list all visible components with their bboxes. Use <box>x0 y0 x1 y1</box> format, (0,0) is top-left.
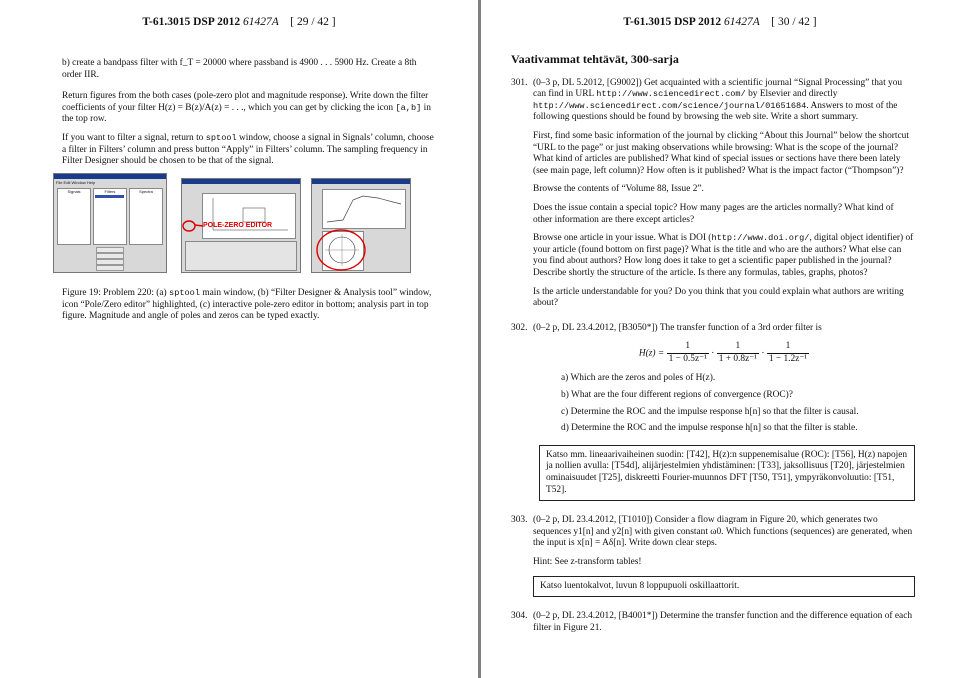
left-text-top <box>62 58 438 175</box>
p301-para3: Browse the contents of “Volume 88, Issue 2”. <box>533 184 704 195</box>
right-content <box>511 54 915 647</box>
url-journal[interactable]: http://www.sciencedirect.com/science/journal/01651684 <box>533 100 807 111</box>
red-highlight-arrow <box>181 178 301 273</box>
p303-hint-box: Katso luentokalvot, luvun 8 loppupuoli oskillaattorit. <box>533 576 915 598</box>
p304-text: (0–2 p, DL 23.4.2012, [B4001*]) Determine the transfer function and the difference equation of each filter in Figure 21. <box>533 611 913 633</box>
signals-pane: Signals <box>57 188 91 245</box>
problem-303: 303. (0–2 p, DL 23.4.2012, [T1010]) Consider a flow diagram in Figure 20, which generates two sequences y1[n] and y2[n] with given constant ω0. Which functions (sequences) are generated, when the input is x[n] = Aδ[n]. Write down clear steps. Hint: See z-transform tables! Katso luentokalvot, luvun 8 loppupuoli oskillaattorit. <box>511 515 915 605</box>
sptool-screenshot <box>53 173 167 273</box>
p303-hint: Hint: See z-transform tables! <box>533 557 642 567</box>
code-sptool: sptool <box>205 132 237 143</box>
p302-item-b: b) What are the four different regions of convergence (ROC)? <box>561 390 793 401</box>
btn-apply <box>96 265 124 271</box>
p301-para5: Browse one article in your issue. What is DOI (http://www.doi.org/, digital object identifier) of your article (found bottom on first page)? What is the title and who are the authors? What else can you find about authors? How long does it take to get a scientific paper published in the journal? Describe shortly the structure of the article. Is there any formulas, tables, graphs, photos? <box>533 233 914 278</box>
p302-item-c: c) Determine the ROC and the impulse response h[n] so that the filter is causal. <box>561 406 859 417</box>
url-doi[interactable]: http://www.doi.org/ <box>711 233 810 244</box>
p301-para4: Does the issue contain a special topic? How many pages are the articles normally? What kind of other information are there except articles? <box>533 202 894 225</box>
spectra-pane: Spectra <box>129 188 163 245</box>
p301-para6: Is the article understandable for you? Do you think that you could explain what authors are writing about? <box>533 286 904 309</box>
problem-304: 304. (0–2 p, DL 23.4.2012, [B4001*]) Determine the transfer function and the difference equation of each filter in Figure 21. <box>511 611 915 641</box>
code-ab: [a,b] <box>395 102 422 113</box>
para-filter: If you want to filter a signal, return to sptool window, choose a signal in Signals’ column, choose a filter in Filters’ column and press button “Apply” in Filters’ column. The sampling frequency in Filter Designer should be chosen to be that of the signal. <box>62 132 434 167</box>
course-title: T-61.3015 DSP 2012 <box>623 16 722 28</box>
course-code: 61427A <box>242 16 279 28</box>
figure-sptool-window <box>53 173 167 273</box>
p303-text: (0–2 p, DL 23.4.2012, [T1010]) Consider a flow diagram in Figure 20, which generates two sequences y1[n] and y2[n] with given constant ω0. Which functions (sequences) are generated, when the input is x[n] = Aδ[n]. Write down clear steps. <box>533 515 913 549</box>
page-number: [ 30 / 42 ] <box>771 16 817 28</box>
left-page <box>0 0 478 678</box>
page-header <box>481 16 959 28</box>
course-title: T-61.3015 DSP 2012 <box>142 16 241 28</box>
figure-caption <box>62 288 438 330</box>
figure-filter-designer <box>181 178 301 273</box>
p301-para2: First, find some basic information of the journal by clicking “About this Journal” below the shortcut “URL to the page” or just making observations while browsing: What is the scope of the journal? What kind of articles are published? What kind of special issues or sections have there been lately (see main page, left column)? How often is it published? What is the impact factor (“Thompson”)? <box>533 130 909 176</box>
page-number: [ 29 / 42 ] <box>290 16 336 28</box>
para-return: Return figures from the both cases (pole-zero plot and magnitude response). Write down the filter coefficients of your filter H(z) = B(z)/A(z) = . . ., which you can get by clicking the icon [a,b] in the top row. <box>62 91 431 125</box>
page-header <box>0 16 478 28</box>
sptool-menu: File Edit Window Help <box>56 180 96 185</box>
course-code: 61427A <box>723 16 760 28</box>
p302-hint-box: Katso mm. lineaarivaiheinen suodin: [T42], H(z):n suppenemisalue (ROC): [T56], H(z) napojen ja nollien avulla: [T54d], alijärjestelmien yhdistäminen: [T33], jaksollisuus [T20], järjestelmien ominaisuudet [T25], diskreetti Fourier-muunnos DFT [T50, T51], ympyräkonvoluutio: [T51, T52]. <box>539 445 915 501</box>
para-b: b) create a bandpass filter with f_T = 20000 where passband is 4900 . . . 5900 Hz. Create a 8th order IIR. <box>62 58 417 80</box>
transfer-function-equation: H(z) = $\frac{1}{\text{1 − 0.5z⁻¹}}$ · $\frac{1}{\text{1 + 0.8z⁻¹}}$ · $\frac{1}{\text{1 − 1.2z⁻¹}}$ <box>638 341 808 364</box>
p302-item-a: a) Which are the zeros and poles of H(z). <box>561 373 716 384</box>
p302-intro: (0–2 p, DL 23.4.2012, [B3050*]) The transfer function of a 3rd order filter is <box>533 322 822 333</box>
caption-text: Figure 19: Problem 220: (a) sptool main window, (b) “Filter Designer & Analysis tool” window, icon “Pole/Zero editor” highlighted, (c) interactive pole-zero editor in bottom; analysis part in top figure. Magnitude and angle of poles and zeros can be typed exactly. <box>62 288 432 322</box>
problem-301: 301. (0–3 p, DL 5.2012, [G9002]) Get acquainted with a scientific journal “Signal Processing” that you can find in URL http://www.sciencedirect.com/ by Elsevier and directly http://www.sciencedirect.com/science/journal/01651684. Answers to most of the following questions should be found by browsing the web site. Write a short summary. First, find some basic information of the journal by clicking “About this Journal” below the shortcut “URL to the page” or just making observations while browsing: What is the scope of the journal? What kind of articles are published? What kind of special issues or sections have there been lately (see main page, left column)? How often is it published? What is the impact factor (“Thompson”)? Browse the contents of “Volume 88, Issue 2”. Does the issue contain a special topic? How many pages are the articles normally? What kind of other information are there except articles? Browse one article in your issue. What is DOI (http://www.doi.org/, digital object identifier) of your article (found bottom on first page)? What is the title and who are the authors? What else can you find about authors? How long does it take to get a scientific paper published in the journal? Describe shortly the structure of the article. Is there any formulas, tables, graphs, photos? Is the article understandable for you? Do you think that you could explain what authors are writing about? <box>511 77 914 309</box>
p301-intro: (0–3 p, DL 5.2012, [G9002]) Get acquainted with a scientific journal “Signal Processing” that you can find in URL http://www.sciencedirect.com/ by Elsevier and directly http://www.sciencedirect.com/science/journal/01651684. Answers to most of the following questions should be found by browsing the web site. Write a short summary. <box>533 77 903 123</box>
section-title: Vaativammat tehtävät, 300-sarja <box>511 52 679 66</box>
filters-pane: Filters <box>93 188 127 245</box>
figure-pole-zero-editor <box>311 178 411 273</box>
right-page <box>481 0 959 678</box>
url-sciencedirect[interactable]: http://www.sciencedirect.com/ <box>596 89 746 100</box>
problem-302: 302. (0–2 p, DL 23.4.2012, [B3050*]) The transfer function of a 3rd order filter is H(z) = $\frac{1}{\text{1 − 0.5z⁻¹}}$ · $\frac{1}{\text{1 + 0.8z⁻¹}}$ · $\frac{1}{\text{1 − 1.2z⁻¹}}$ a) Which are the zeros and poles of H(z). b) What are the four different regions of convergence (ROC)? c) Determine the ROC and the impulse response h[n] so that the filter is causal. d) Determine the ROC and the impulse response h[n] so that the filter is stable. Katso mm. lineaarivaiheinen suodin: [T42], H(z):n suppenemisalue (ROC): [T56], H(z) napojen ja nollien avulla: [T54d], alijärjestelmien yhdistäminen: [T33], jaksollisuus [T20], järjestelmien ominaisuudet [T25], diskreetti Fourier-muunnos DFT [T50, T51], ympyräkonvoluutio: [T51, T52]. <box>511 323 915 510</box>
p302-item-d: d) Determine the ROC and the impulse response h[n] so that the filter is stable. <box>561 423 858 434</box>
pole-zero-label: POLE-ZERO EDITOR <box>203 222 273 229</box>
red-circle-annotation <box>311 178 411 273</box>
